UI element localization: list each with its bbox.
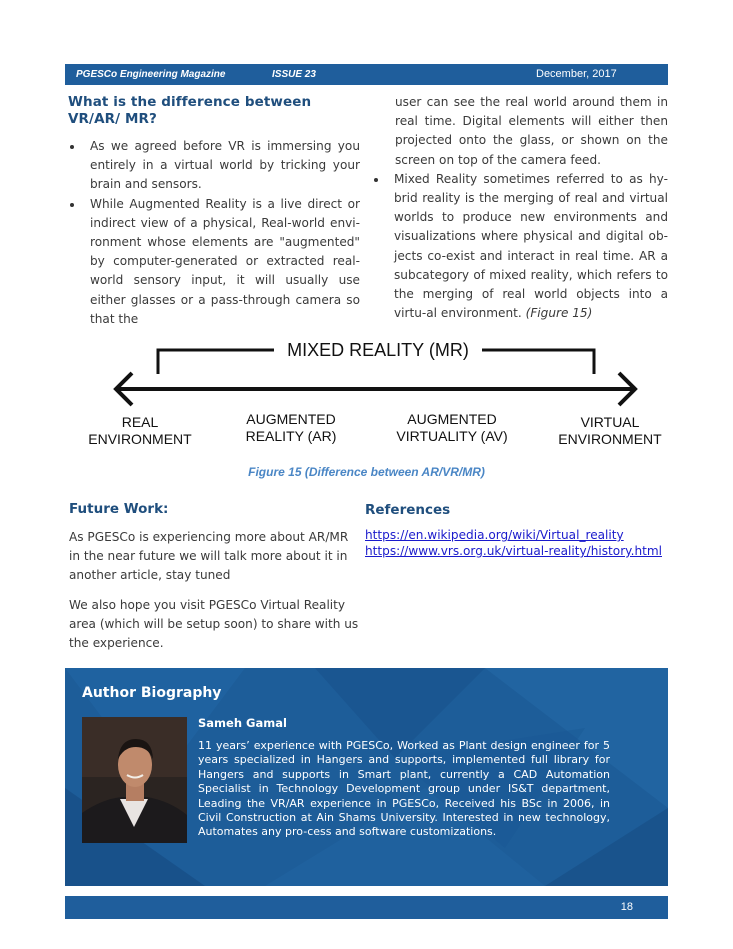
- label-augmented-reality-line2: REALITY (AR): [245, 428, 337, 444]
- issue-number: ISSUE 23: [272, 69, 316, 80]
- bullet-mr-text: Mixed Reality sometimes referred to as hy-brid reality is the merging of real and virtual worlds to produce new environments and visualizations where physical and digital ob-jects co-exist and interact in real time. AR a subcategory of mixed reality, which refers to the merging of real world objects into a virtu-al environment.: [394, 171, 668, 321]
- figure-reference: (Figure 15): [525, 306, 593, 321]
- author-photo: [82, 717, 187, 843]
- references-section: [365, 502, 675, 559]
- author-biography-box: [65, 668, 668, 886]
- label-augmented-virtuality-line2: VIRTUALITY (AV): [396, 428, 508, 444]
- figure-caption: Figure 15 (Difference between AR/VR/MR): [248, 465, 485, 479]
- bullet-ar: While Augmented Reality is a live direct or indirect view of a physical, Real-world envi-ronment whose elements are "augmented" by computer-generated or extracted real-world sensory input, it will usually use either glasses or a pass-through camera so that the: [68, 195, 360, 329]
- article-left-column: [68, 94, 360, 329]
- label-real-environment-line1: REAL: [121, 414, 159, 430]
- label-augmented-virtuality-line1: AUGMENTED: [407, 411, 497, 427]
- issue-date: December, 2017: [536, 68, 617, 80]
- label-augmented-reality-line1: AUGMENTED: [246, 411, 336, 427]
- header-bar: [65, 64, 668, 85]
- label-virtual-environment-line2: ENVIRONMENT: [558, 431, 662, 447]
- page-number: 18: [620, 901, 633, 913]
- article-right-column: [372, 93, 668, 323]
- label-augmented-virtuality: [382, 411, 522, 445]
- reference-link-vrs[interactable]: https://www.vrs.org.uk/virtual-reality/history.html: [365, 544, 662, 558]
- label-real-environment-line2: ENVIRONMENT: [88, 431, 192, 447]
- reference-link-wikipedia[interactable]: https://en.wikipedia.org/wiki/Virtual_reality: [365, 528, 624, 542]
- author-name: Sameh Gamal: [198, 716, 287, 730]
- future-work-paragraph: As PGESCo is experiencing more about AR/MR in the near future we will talk more about it in another article, stay tuned: [69, 530, 349, 582]
- footer-bar: [65, 896, 668, 919]
- right-bullet-list: [372, 170, 668, 324]
- references-title: References: [365, 502, 451, 518]
- label-real-environment: [80, 414, 200, 448]
- left-bullet-list: [68, 137, 360, 329]
- ar-continuation: user can see the real world around them in real time. Digital elements will either then projected onto the glass, or shown on the screen on top of the camera feed.: [395, 95, 668, 167]
- article-title: What is the difference between VR/AR/ MR?: [68, 94, 312, 127]
- biography-title: Author Biography: [82, 685, 222, 701]
- label-virtual-environment-line1: VIRTUAL: [580, 414, 640, 430]
- label-virtual-environment: [550, 414, 670, 448]
- bullet-vr: As we agreed before VR is immersing you entirely in a virtual world by tricking your brain and sensors.: [68, 137, 360, 195]
- author-bio-text: 11 years’ experience with PGESCo, Worked as Plant design engineer for 5 years specialized in Hangers and supports, implemented full library for Hangers and supports in Smart plant, currently a CAD Automation Specialist in Technology Development group under IS&T department, Leading the VR/AR experience in PGESCo, Received his BSc in 2006, in Civil Construction at Ain Shams University. Interested in new technology, Automates any pro-cess and software customizations.: [198, 739, 610, 839]
- magazine-name: PGESCo Engineering Magazine: [76, 69, 226, 80]
- future-work-title: Future Work:: [69, 501, 169, 517]
- label-augmented-reality: [228, 411, 354, 445]
- bullet-mr: [372, 170, 668, 324]
- mixed-reality-label: MIXED REALITY (MR): [274, 340, 482, 361]
- reality-spectrum-diagram: [80, 334, 680, 454]
- future-work-section: [69, 500, 359, 664]
- future-work-paragraph: We also hope you visit PGESCo Virtual Reality area (which will be setup soon) to share with us the experience.: [69, 598, 359, 650]
